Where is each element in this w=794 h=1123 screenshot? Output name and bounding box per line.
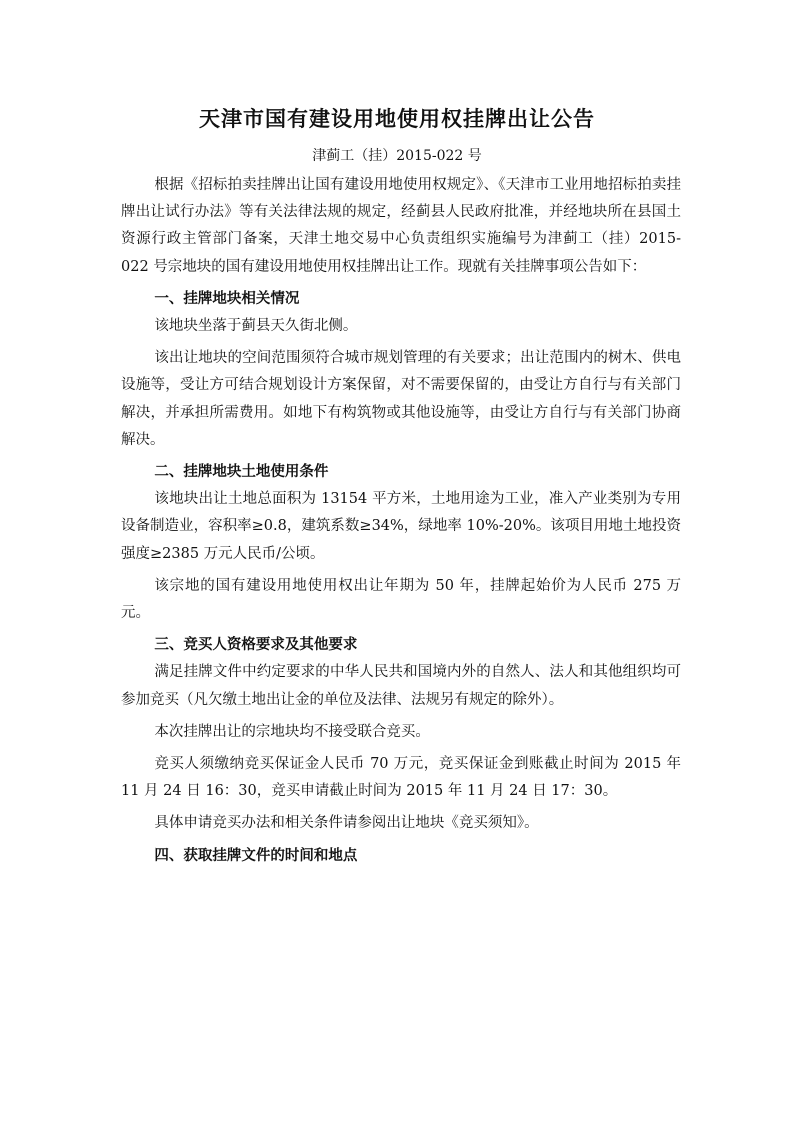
section-heading-4: 四、获取挂牌文件的时间和地点 xyxy=(154,847,358,864)
section-2-paragraph-1: 该地块出让土地总面积为 13154 平方米，土地用途为工业，准入产业类别为专用设备制造业，容积率≥0.8，建筑系数≥34%，绿地率 10%-20%。该项目用地土地投资强度≥2385 万元人民币/公顷。 xyxy=(121,491,681,562)
section-1-paragraph-1: 该地块坐落于蓟县天久街北侧。 xyxy=(154,318,358,335)
section-3-paragraph-2: 本次挂牌出让的宗地块均不接受联合竞买。 xyxy=(154,723,430,740)
document-body xyxy=(121,172,681,870)
document-number: 津蓟工（挂）2015-022 号 xyxy=(312,148,482,164)
document-title: 天津市国有建设用地使用权挂牌出让公告 xyxy=(199,107,595,131)
section-3-paragraph-4: 具体申请竞买办法和相关条件请参阅出让地块《竞买须知》。 xyxy=(154,815,539,832)
section-heading-1: 一、挂牌地块相关情况 xyxy=(154,290,300,307)
section-heading-3: 三、竞买人资格要求及其他要求 xyxy=(154,637,358,654)
section-3-paragraph-3: 竞买人须缴纳竞买保证金人民币 70 万元，竞买保证金到账截止时间为 2015 年 11 月 24 日 16：30，竞买申请截止时间为 2015 年 11 月 24 日 17：30。 xyxy=(121,756,681,800)
section-1-paragraph-2: 该出让地块的空间范围须符合城市规划管理的有关要求；出让范围内的树木、供电设施等，受让方可结合规划设计方案保留，对不需要保留的，由受让方自行与有关部门解决，并承担所需费用。如地下有构筑物或其他设施等，由受让方自行与有关部门协商解决。 xyxy=(121,350,681,448)
intro-paragraph: 根据《招标拍卖挂牌出让国有建设用地使用权规定》、《天津市工业用地招标拍卖挂牌出让试行办法》等有关法律法规的规定，经蓟县人民政府批准，并经地块所在县国土资源行政主管部门备案，天津土地交易中心负责组织实施编号为津蓟工（挂）2015-022 号宗地块的国有建设用地使用权挂牌出让工作。现就有关挂牌事项公告如下： xyxy=(121,177,681,275)
section-heading-2: 二、挂牌地块土地使用条件 xyxy=(154,464,329,481)
section-3-paragraph-1: 满足挂牌文件中约定要求的中华人民共和国境内外的自然人、法人和其他组织均可参加竞买（凡欠缴土地出让金的单位及法律、法规另有规定的除外）。 xyxy=(121,664,681,708)
section-2-paragraph-2: 该宗地的国有建设用地使用权出让年期为 50 年，挂牌起始价为人民币 275 万元。 xyxy=(121,577,681,622)
